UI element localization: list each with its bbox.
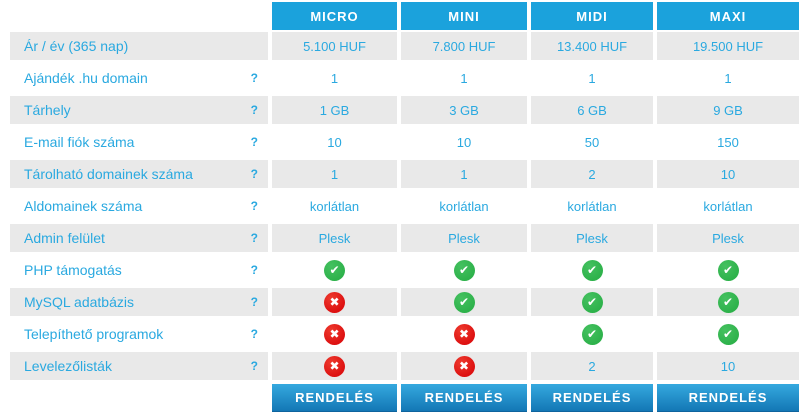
value-text: 10 (327, 134, 342, 150)
value-cell-maxi (657, 192, 799, 220)
table-row-admin-fel-let (10, 224, 799, 252)
row-label: E-mail fiók száma (24, 134, 135, 150)
plan-header-row (10, 2, 799, 30)
table-row-levelez-list-k (10, 352, 799, 380)
value-cell-micro (272, 160, 397, 188)
plan-header-midi: MIDI (531, 2, 653, 30)
help-icon[interactable]: ? (250, 135, 258, 149)
value-cell-maxi (657, 224, 799, 252)
value-cell-mini (401, 288, 527, 316)
check-icon: ✔ (582, 324, 603, 345)
value-text: 10 (720, 166, 736, 182)
table-row-aldomainek-sz-ma (10, 192, 799, 220)
value-cell-maxi (657, 96, 799, 124)
value-cell-midi (531, 320, 653, 348)
value-text: 1 (724, 70, 732, 86)
value-cell-mini (401, 224, 527, 252)
row-label: PHP támogatás (24, 262, 122, 278)
row-label-cell (10, 64, 268, 92)
value-text: 5.100 HUF (303, 38, 366, 54)
value-cell-micro (272, 224, 397, 252)
table-row-e-mail-fi-k-sz-ma (10, 128, 799, 156)
value-text: 10 (720, 358, 736, 374)
check-icon: ✔ (454, 260, 475, 281)
value-cell-midi (531, 224, 653, 252)
help-icon[interactable]: ? (250, 359, 258, 373)
row-label-cell (10, 288, 268, 316)
table-corner-spacer (10, 2, 268, 30)
value-cell-maxi (657, 288, 799, 316)
value-text: 9 GB (713, 102, 743, 118)
value-text: 19.500 HUF (692, 38, 764, 54)
value-text: korlátlan (439, 198, 489, 214)
help-icon[interactable]: ? (250, 199, 258, 213)
table-row-mysql-adatb-zis (10, 288, 799, 316)
row-label-cell (10, 192, 268, 220)
check-icon: ✔ (454, 292, 475, 313)
value-cell-maxi (657, 128, 799, 156)
value-cell-maxi (657, 160, 799, 188)
row-label-cell (10, 224, 268, 252)
value-text: 1 GB (319, 102, 350, 118)
value-cell-maxi (657, 32, 799, 60)
plan-header-micro: MICRO (272, 2, 397, 30)
table-row-aj-nd-k-hu-domain (10, 64, 799, 92)
value-cell-micro (272, 32, 397, 60)
value-text: 7.800 HUF (432, 38, 496, 54)
value-cell-micro (272, 128, 397, 156)
table-row-t-rhely (10, 96, 799, 124)
value-cell-maxi (657, 256, 799, 284)
check-icon: ✔ (324, 260, 345, 281)
order-button-mini[interactable]: RENDELÉS (401, 384, 527, 412)
cross-icon: ✖ (324, 292, 345, 313)
cross-icon: ✖ (454, 324, 475, 345)
row-label-cell (10, 320, 268, 348)
row-label: Levelezőlisták (24, 358, 112, 374)
value-cell-mini (401, 160, 527, 188)
value-text: 3 GB (449, 102, 479, 118)
order-button-midi[interactable]: RENDELÉS (531, 384, 653, 412)
plan-header-maxi: MAXI (657, 2, 799, 30)
help-icon[interactable]: ? (250, 103, 258, 117)
value-text: 1 (460, 166, 468, 182)
value-text: 2 (588, 166, 596, 182)
plan-header-mini: MINI (401, 2, 527, 30)
check-icon: ✔ (718, 324, 739, 345)
value-text: 1 (588, 70, 596, 86)
value-text: Plesk (318, 230, 351, 246)
check-icon: ✔ (582, 292, 603, 313)
value-cell-midi (531, 256, 653, 284)
value-text: Plesk (712, 230, 744, 246)
value-cell-mini (401, 352, 527, 380)
help-icon[interactable]: ? (250, 167, 258, 181)
value-text: korlátlan (703, 198, 753, 214)
table-row-telep-thet-programok (10, 320, 799, 348)
table-row-php-t-mogat-s (10, 256, 799, 284)
value-cell-micro (272, 192, 397, 220)
row-label: MySQL adatbázis (24, 294, 134, 310)
value-cell-mini (401, 128, 527, 156)
order-button-row (10, 384, 799, 412)
check-icon: ✔ (582, 260, 603, 281)
value-cell-maxi (657, 64, 799, 92)
value-cell-midi (531, 192, 653, 220)
value-text: 1 (330, 70, 339, 86)
row-label: Admin felület (24, 230, 105, 246)
row-label: Tárolható domainek száma (24, 166, 193, 182)
order-button-maxi[interactable]: RENDELÉS (657, 384, 799, 412)
help-icon[interactable]: ? (250, 263, 258, 277)
value-text: 50 (584, 134, 600, 150)
value-cell-mini (401, 192, 527, 220)
value-cell-mini (401, 256, 527, 284)
cross-icon: ✖ (324, 324, 345, 345)
row-label-cell (10, 352, 268, 380)
row-label: Tárhely (24, 102, 71, 118)
cross-icon: ✖ (324, 356, 345, 377)
hosting-pricing-table (10, 2, 799, 412)
value-text: korlátlan (567, 198, 617, 214)
row-label: Ár / év (365 nap) (24, 38, 129, 54)
value-cell-micro (272, 352, 397, 380)
value-text: korlátlan (309, 198, 360, 214)
value-cell-midi (531, 128, 653, 156)
value-text: 6 GB (577, 102, 607, 118)
value-text: 13.400 HUF (556, 38, 628, 54)
value-cell-micro (272, 96, 397, 124)
order-row-spacer (10, 384, 268, 412)
row-label: Aldomainek száma (24, 198, 143, 214)
row-label: Ajándék .hu domain (24, 70, 148, 86)
value-text: 2 (588, 358, 596, 374)
value-cell-mini (401, 320, 527, 348)
row-label-cell (10, 96, 268, 124)
value-cell-mini (401, 64, 527, 92)
value-cell-mini (401, 96, 527, 124)
value-cell-maxi (657, 352, 799, 380)
value-cell-midi (531, 32, 653, 60)
value-cell-midi (531, 64, 653, 92)
help-icon[interactable]: ? (250, 295, 258, 309)
help-icon[interactable]: ? (250, 327, 258, 341)
order-button-micro[interactable]: RENDELÉS (272, 384, 397, 412)
value-text: 150 (717, 134, 739, 150)
value-cell-midi (531, 96, 653, 124)
value-cell-midi (531, 352, 653, 380)
value-text: 1 (330, 166, 339, 182)
value-cell-maxi (657, 320, 799, 348)
value-cell-micro (272, 288, 397, 316)
help-icon[interactable]: ? (250, 71, 258, 85)
value-text: Plesk (448, 230, 480, 246)
value-cell-midi (531, 160, 653, 188)
check-icon: ✔ (718, 260, 739, 281)
table-row-t-rolhat-domainek-sz-ma (10, 160, 799, 188)
value-text: 1 (460, 70, 468, 86)
value-cell-midi (531, 288, 653, 316)
table-row--r-v-365-nap- (10, 32, 799, 60)
value-text: Plesk (576, 230, 608, 246)
help-icon[interactable]: ? (250, 231, 258, 245)
row-label-cell (10, 32, 268, 60)
row-label-cell (10, 160, 268, 188)
value-text: 10 (456, 134, 472, 150)
value-cell-micro (272, 320, 397, 348)
value-cell-micro (272, 64, 397, 92)
value-cell-micro (272, 256, 397, 284)
value-cell-mini (401, 32, 527, 60)
row-label-cell (10, 256, 268, 284)
cross-icon: ✖ (454, 356, 475, 377)
check-icon: ✔ (718, 292, 739, 313)
row-label-cell (10, 128, 268, 156)
row-label: Telepíthető programok (24, 326, 164, 342)
